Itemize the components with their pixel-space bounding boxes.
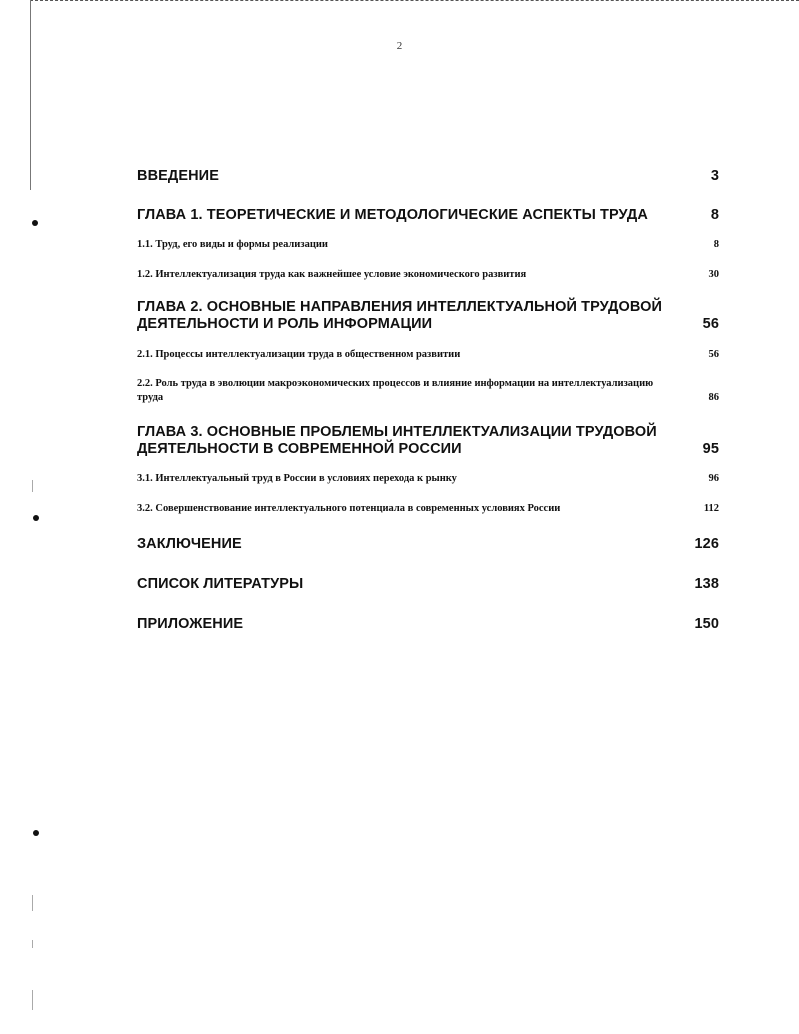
page-number: 2 — [396, 40, 403, 52]
toc-entry — [137, 168, 719, 185]
toc-entry-page: 3 — [710, 168, 719, 184]
scan-artifact — [32, 990, 33, 1010]
toc-entry-page: 112 — [703, 503, 719, 514]
scan-artifact — [32, 480, 33, 492]
toc-entry-page: 56 — [708, 349, 719, 360]
toc-entry-page: 95 — [702, 441, 719, 457]
scan-hole-mark — [32, 220, 38, 226]
toc-entry-title: 1.2. Интеллектуализация труда как важнейшее условие экономического развития — [137, 269, 527, 280]
toc-entry-page: 96 — [708, 473, 719, 484]
scan-border-left — [30, 0, 31, 190]
toc-entry-page: 138 — [694, 576, 719, 592]
toc-entry-title: ВВЕДЕНИЕ — [137, 168, 219, 184]
toc-entry-page: 8 — [710, 207, 719, 223]
toc-entry-page: 56 — [702, 316, 719, 332]
toc-entry-page: 126 — [694, 536, 719, 552]
toc-entry — [137, 238, 719, 252]
toc-entry-page: 30 — [708, 269, 719, 280]
toc-entry-title: ГЛАВА 3. ОСНОВНЫЕ ПРОБЛЕМЫ ИНТЕЛЛЕКТУАЛИЗАЦИИ ТРУДОВОЙ ДЕЯТЕЛЬНОСТИ В СОВРЕМЕННОЙ РОССИИ — [137, 424, 657, 457]
scan-artifact — [32, 895, 33, 911]
toc-entry-title: ГЛАВА 1. ТЕОРЕТИЧЕСКИЕ И МЕТОДОЛОГИЧЕСКИЕ АСПЕКТЫ ТРУДА — [137, 207, 648, 223]
toc-entry-title: 3.2. Совершенствование интеллектуального потенциала в современных условиях России — [137, 503, 561, 514]
toc-entry-title: ГЛАВА 2. ОСНОВНЫЕ НАПРАВЛЕНИЯ ИНТЕЛЛЕКТУАЛЬНОЙ ТРУДОВОЙ ДЕЯТЕЛЬНОСТИ И РОЛЬ ИНФОРМАЦИИ — [137, 299, 662, 332]
toc-entry — [137, 377, 719, 405]
toc-entry — [137, 472, 719, 486]
toc-entry-title: 2.2. Роль труда в эволюции макроэкономических процессов и влияние информации на интеллектуализацию труда — [137, 378, 654, 403]
toc-entry-page: 150 — [694, 616, 719, 632]
toc-entry — [137, 502, 719, 516]
toc-entry — [137, 299, 719, 333]
toc-entry — [137, 207, 719, 224]
scan-artifact — [32, 940, 33, 948]
toc-entry-title: 2.1. Процессы интеллектуализации труда в общественном развитии — [137, 349, 461, 360]
scan-hole-mark — [33, 515, 39, 521]
scan-hole-mark — [33, 830, 39, 836]
toc-entry-page: 8 — [713, 239, 719, 250]
toc-entry — [137, 616, 719, 633]
toc-entry — [137, 348, 719, 362]
toc-entry-title: 3.1. Интеллектуальный труд в России в условиях перехода к рынку — [137, 473, 457, 484]
scan-border-top — [30, 0, 799, 1]
table-of-contents — [137, 168, 719, 633]
toc-entry — [137, 576, 719, 593]
toc-entry-page: 86 — [708, 392, 719, 403]
toc-entry-title: ЗАКЛЮЧЕНИЕ — [137, 536, 242, 552]
toc-entry — [137, 536, 719, 553]
toc-entry-title: ПРИЛОЖЕНИЕ — [137, 616, 244, 632]
toc-entry — [137, 268, 719, 282]
toc-entry-title: 1.1. Труд, его виды и формы реализации — [137, 239, 328, 250]
toc-entry-title: СПИСОК ЛИТЕРАТУРЫ — [137, 576, 304, 592]
toc-entry — [137, 424, 719, 458]
